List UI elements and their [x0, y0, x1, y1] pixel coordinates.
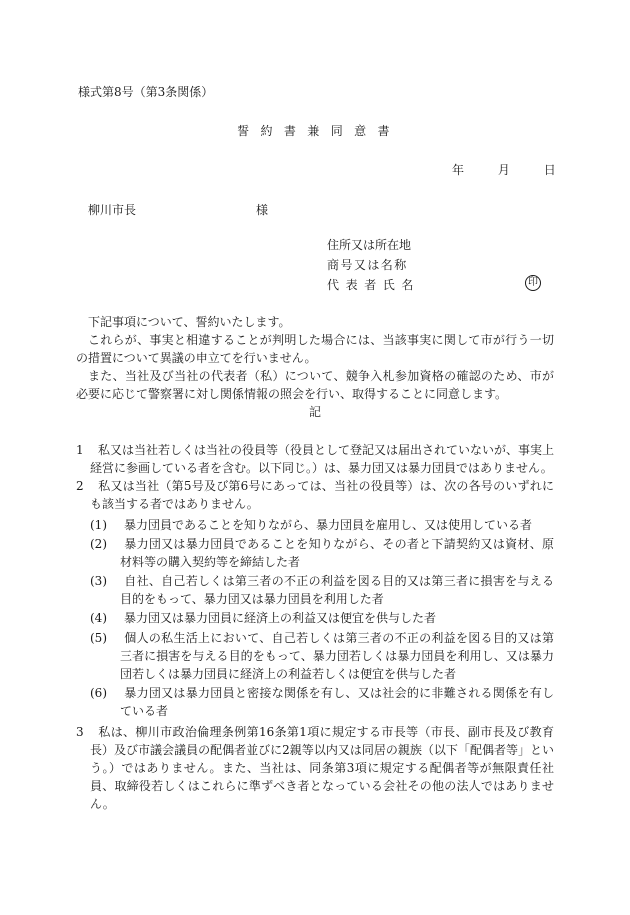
sub-item-text: 暴力団員であることを知りながら、暴力団員を雇用し、又は使用している者	[124, 518, 533, 532]
sub-list-item	[90, 535, 554, 571]
list-item	[76, 477, 554, 513]
seal-mark: 印	[525, 275, 541, 291]
sub-item-text: 個人の私生活上において、自己若しくは第三者の不正の利益を図る目的又は第三者に損害を与える目的をもって、暴力団若しくは暴力団員を利用し、又は暴力団若しくは暴力団員に経済上の利益若しくは便宜を供与した者	[120, 631, 554, 681]
item-text: 私は、柳川市政治倫理条例第16条第1項に規定する市長等（市長、副市長及び教育長）及び市議会議員の配偶者並びに2親等以内又は同居の親族（以下「配偶者等」という。）ではありません。また、当社は、同条第3項に規定する配偶者等が無限責任社員、取締役若しくはこれらに準ずべき者となっている会社その他の法人ではありません。	[90, 725, 554, 811]
addressee	[88, 201, 269, 218]
signer-name-label: 商号又は名称	[327, 258, 408, 272]
sub-item-text: 自社、自己若しくは第三者の不正の利益を図る目的又は第三者に損害を与える目的をもって、暴力団又は暴力団員を利用した者	[120, 574, 554, 606]
sub-list-item	[90, 572, 554, 608]
item-number: 3	[76, 725, 84, 739]
signer-representative-label: 代表者氏名	[327, 278, 421, 292]
date-month-label: 月	[497, 163, 510, 177]
sub-list-item	[90, 609, 554, 627]
date-row	[452, 161, 556, 178]
item-number: 2	[76, 479, 84, 493]
item-number: 1	[76, 443, 84, 457]
sub-item-number: (2)	[90, 537, 107, 551]
paragraph-no-objection: これらが、事実と相違することが判明した場合には、当該事実に関して市が行う一切の措置について異議の申立てを行いません。	[76, 333, 554, 365]
list-item	[76, 723, 554, 813]
sub-item-text: 暴力団又は暴力団員であることを知りながら、その者と下請契約又は資材、原材料等の購入契約等を締結した者	[120, 537, 554, 569]
sub-list-item	[90, 684, 554, 720]
sub-item-number: (6)	[90, 686, 107, 700]
item-text: 私又は当社（第5号及び第6号にあっては、当社の役員等）は、次の各号のいずれにも該当する者ではありません。	[90, 479, 554, 511]
form-number: 様式第8号（第3条関係）	[78, 85, 214, 99]
document-title: 誓約書兼同意書	[237, 124, 401, 138]
paragraph-consent: また、当社及び当社の代表者（私）について、競争入札参加資格の確認のため、市が必要に応じて警察署に対し関係情報の照会を行い、取得することに同意します。	[76, 369, 554, 401]
sub-list-item	[90, 516, 554, 534]
ki-heading: 記	[308, 405, 321, 419]
date-day-label: 日	[543, 163, 556, 177]
list-item	[76, 441, 554, 477]
item-text: 私又は当社若しくは当社の役員等（役員として登記又は届出されていないが、事実上経営に参画している者を含む。以下同じ。）は、暴力団又は暴力団員ではありません。	[90, 443, 555, 475]
sub-item-number: (1)	[90, 518, 107, 532]
sub-item-number: (3)	[90, 574, 107, 588]
addressee-honorific: 様	[256, 203, 269, 217]
sub-list-item	[90, 629, 554, 683]
sub-item-number: (4)	[90, 611, 107, 625]
sub-item-text: 暴力団又は暴力団員に経済上の利益又は便宜を供与した者	[124, 611, 437, 625]
addressee-name: 柳川市長	[88, 203, 137, 217]
sub-item-number: (5)	[90, 631, 107, 645]
sub-item-text: 暴力団又は暴力団員と密接な関係を有し、又は社会的に非難される関係を有している者	[120, 686, 554, 718]
date-year-label: 年	[452, 163, 465, 177]
paragraph-pledge: 下記事項について、誓約いたします。	[88, 315, 291, 329]
signer-address-label: 住所又は所在地	[327, 238, 412, 252]
